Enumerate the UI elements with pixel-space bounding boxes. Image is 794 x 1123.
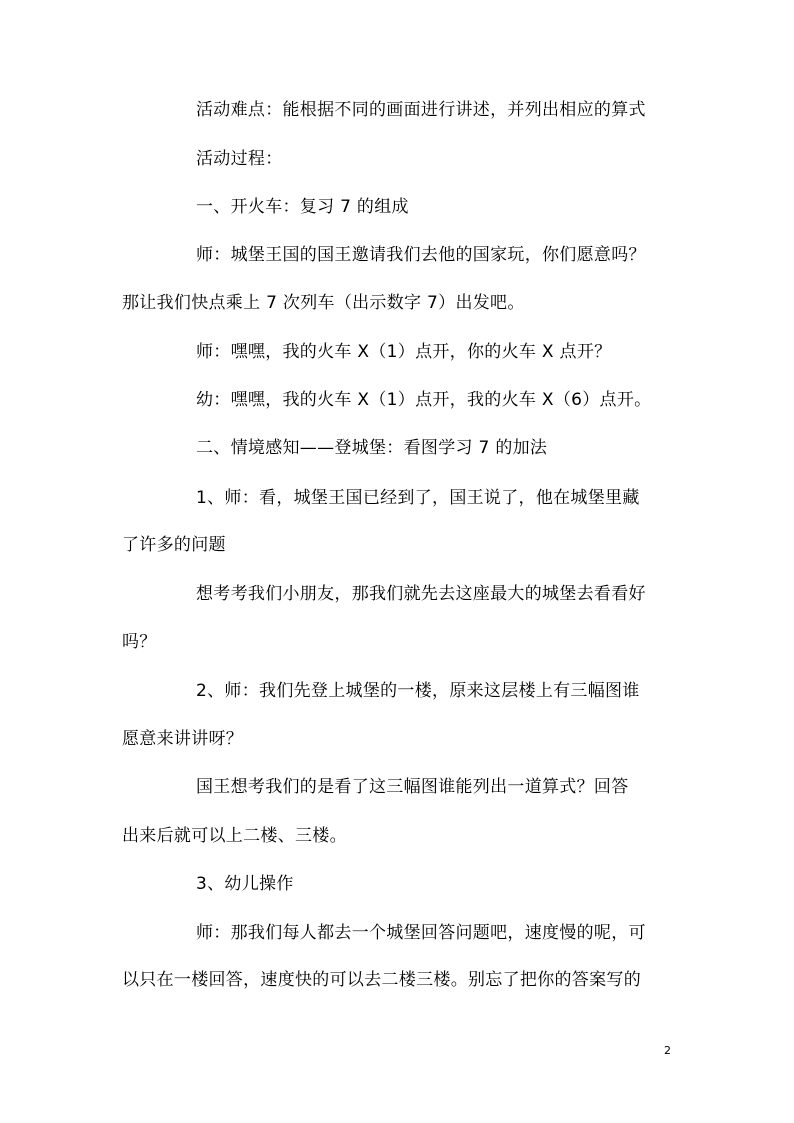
page-number: 2 bbox=[664, 1044, 671, 1057]
text-line: 那让我们快点乘上 7 次列车（出示数字 7）出发吧。 bbox=[122, 293, 525, 313]
text-line: 幼：嘿嘿，我的火车 X（1）点开，我的火车 X（6）点开。 bbox=[196, 390, 652, 410]
text-line: 活动难点：能根据不同的画面进行讲述，并列出相应的算式 bbox=[196, 100, 646, 120]
text-line: 愿意来讲讲呀？ bbox=[122, 729, 244, 749]
text-line: 师：那我们每人都去一个城堡回答问题吧，速度慢的呢，可 bbox=[196, 923, 646, 943]
text-line: 师：嘿嘿，我的火车 X（1）点开，你的火车 X 点开？ bbox=[196, 342, 612, 362]
text-line: 国王想考我们的是看了这三幅图谁能列出一道算式？回答 bbox=[196, 777, 629, 797]
text-line: 3、幼儿操作 bbox=[196, 874, 294, 894]
text-line: 吗？ bbox=[122, 632, 157, 652]
text-line: 二、情境感知——登城堡：看图学习 7 的加法 bbox=[196, 438, 548, 458]
text-line: 1、师：看，城堡王国已经到了，国王说了，他在城堡里藏 bbox=[196, 488, 640, 508]
text-line: 以只在一楼回答，速度快的可以去二楼三楼。别忘了把你的答案写的 bbox=[122, 970, 641, 990]
text-line: 2、师：我们先登上城堡的一楼，原来这层楼上有三幅图谁 bbox=[196, 681, 640, 701]
text-line: 想考考我们小朋友，那我们就先去这座最大的城堡去看看好 bbox=[196, 584, 646, 604]
text-line: 师：城堡王国的国王邀请我们去他的国家玩，你们愿意吗？ bbox=[196, 245, 646, 265]
text-line: 一、开火车：复习 7 的组成 bbox=[196, 197, 409, 217]
text-line: 了许多的问题 bbox=[122, 535, 226, 555]
text-line: 活动过程： bbox=[196, 149, 283, 169]
text-line: 出来后就可以上二楼、三楼。 bbox=[122, 826, 347, 846]
